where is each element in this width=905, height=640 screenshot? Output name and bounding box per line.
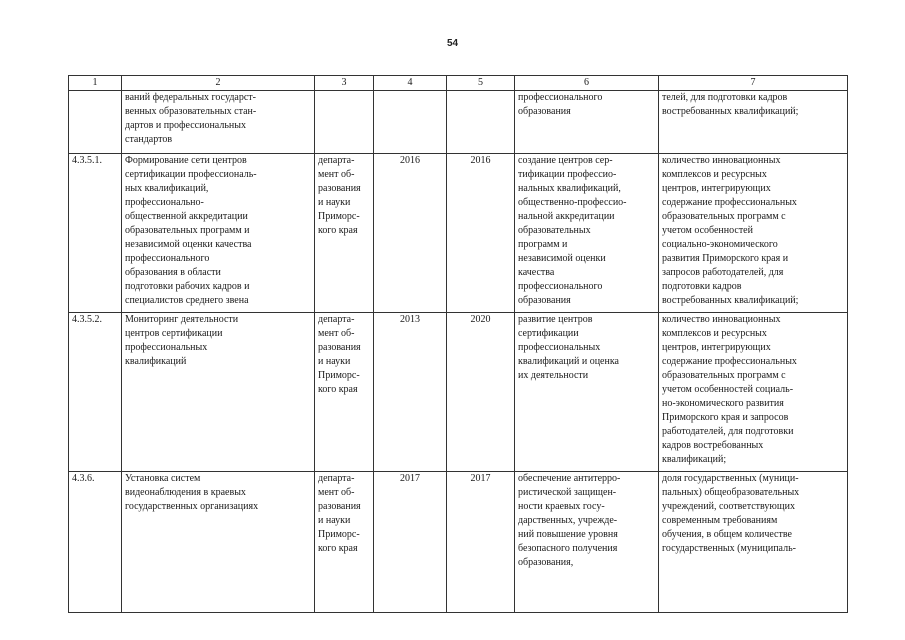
result-cell: создание центров сер- тификации профессио- нальных квалификаций, общественно-профессио- нальной аккредитации образовательных программ и независимой оценки качества профессионального образования <box>515 154 659 313</box>
row-number: 4.3.6. <box>69 472 122 613</box>
end-year-cell: 2016 <box>447 154 515 313</box>
column-header: 3 <box>315 76 374 91</box>
indicator-cell: доля государственных (муници- пальных) общеобразовательных учреждений, соответствующих современным требованиям обучения, в общем количестве государственных (муниципаль- <box>659 472 848 613</box>
activity-plan-table <box>68 75 848 613</box>
page-number: 54 <box>446 38 459 49</box>
row-number: 4.3.5.1. <box>69 154 122 313</box>
table-row <box>69 472 848 613</box>
executor-cell: департа- мент об- разования и науки Приморс- кого края <box>315 472 374 613</box>
end-year-cell <box>447 91 515 154</box>
column-header: 5 <box>447 76 515 91</box>
measure-cell: ваний федеральных государст- венных образовательных стан- дартов и профессиональных стандартов <box>122 91 315 154</box>
measure-cell: Формирование сети центров сертификации профессиональ- ных квалификаций, профессионально- общественной аккредитации образовательных программ и независимой оценки качества профессионального образования в области подготовки рабочих кадров и специалистов среднего звена <box>122 154 315 313</box>
table-row <box>69 154 848 313</box>
result-cell: профессионального образования <box>515 91 659 154</box>
table-row <box>69 313 848 472</box>
row-number <box>69 91 122 154</box>
start-year-cell: 2017 <box>374 472 447 613</box>
indicator-cell: телей, для подготовки кадров востребованных квалификаций; <box>659 91 848 154</box>
column-header: 7 <box>659 76 848 91</box>
start-year-cell: 2013 <box>374 313 447 472</box>
executor-cell <box>315 91 374 154</box>
measure-cell: Установка систем видеонаблюдения в краевых государственных организациях <box>122 472 315 613</box>
column-header: 2 <box>122 76 315 91</box>
result-cell: развитие центров сертификации профессиональных квалификаций и оценка их деятельности <box>515 313 659 472</box>
indicator-cell: количество инновационных комплексов и ресурсных центров, интегрирующих содержание профессиональных образовательных программ с учетом особенностей социально-экономического развития Приморского края и запросов работодателей, для подготовки кадров востребованных квалификаций; <box>659 154 848 313</box>
row-number: 4.3.5.2. <box>69 313 122 472</box>
column-header: 6 <box>515 76 659 91</box>
indicator-cell: количество инновационных комплексов и ресурсных центров, интегрирующих содержание профессиональных образовательных программ с учетом особенностей социаль- но-экономического развития Приморского края и запросов работодателей, для подготовки кадров востребованных квалификаций; <box>659 313 848 472</box>
table-row <box>69 91 848 154</box>
start-year-cell <box>374 91 447 154</box>
table-header-row <box>69 76 848 91</box>
start-year-cell: 2016 <box>374 154 447 313</box>
measure-cell: Мониторинг деятельности центров сертификации профессиональных квалификаций <box>122 313 315 472</box>
executor-cell: департа- мент об- разования и науки Приморс- кого края <box>315 313 374 472</box>
executor-cell: департа- мент об- разования и науки Приморс- кого края <box>315 154 374 313</box>
end-year-cell: 2017 <box>447 472 515 613</box>
result-cell: обеспечение антитерро- ристической защищен- ности краевых госу- дарственных, учрежде- ний повышение уровня безопасного получения образования, <box>515 472 659 613</box>
column-header: 4 <box>374 76 447 91</box>
column-header: 1 <box>69 76 122 91</box>
end-year-cell: 2020 <box>447 313 515 472</box>
